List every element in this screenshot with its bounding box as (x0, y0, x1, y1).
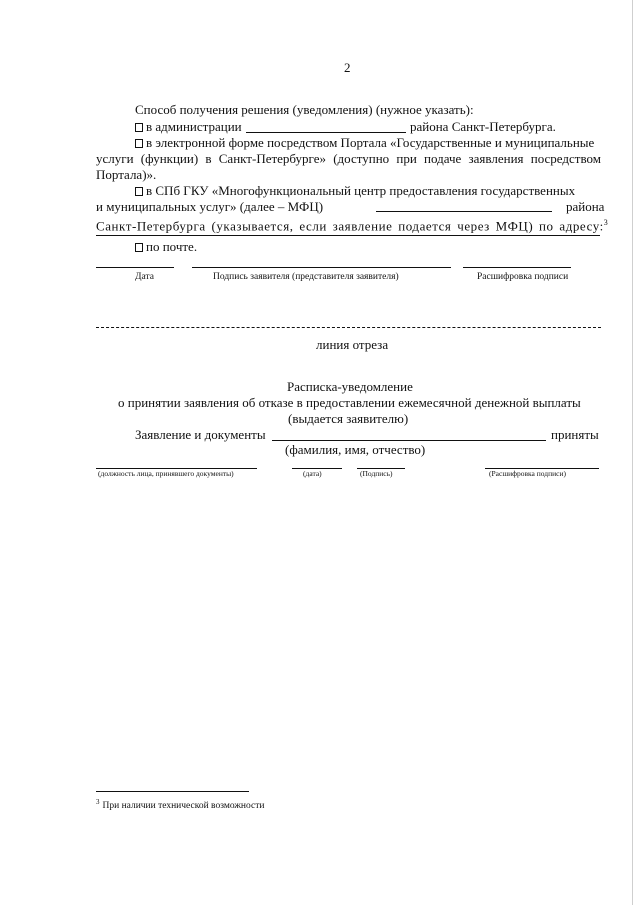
footnote (96, 796, 264, 812)
receipt-method-heading: Способ получения решения (уведомления) (нужное указать): (135, 102, 474, 117)
page-number: 2 (344, 60, 351, 75)
mfc-district-blank-line[interactable] (376, 211, 552, 212)
option-portal-line2: услуги (функции) в Санкт-Петербурге» (доступно при подаче заявления посредством (96, 151, 601, 166)
option-mfc-line3-text: Санкт-Петербурга (указывается, если заявление подается через МФЦ) по адресу: (96, 218, 604, 234)
option-administration (135, 119, 242, 135)
option-mfc-line3 (96, 215, 608, 234)
receipt-signature-caption: (Подпись) (360, 469, 393, 478)
option-mfc (135, 183, 575, 199)
checkbox-portal[interactable] (135, 139, 143, 148)
signature-label: Подпись заявителя (представителя заявителя) (213, 272, 399, 282)
receipt-title: Расписка-уведомление (287, 379, 413, 394)
receipt-subtitle: о принятии заявления об отказе в предоставлении ежемесячной денежной выплаты (118, 395, 581, 410)
docs-accepted-suffix: приняты (551, 427, 599, 442)
checkbox-mail[interactable] (135, 243, 143, 252)
option-mfc-line1: в СПб ГКУ «Многофункциональный центр предоставления государственных (146, 183, 576, 198)
footnote-separator (96, 791, 249, 792)
option-mfc-line2-suffix: района (566, 199, 605, 214)
date-label: Дата (135, 272, 154, 282)
mfc-address-blank-line[interactable] (96, 235, 600, 236)
option-mail (135, 239, 197, 255)
district-blank-line[interactable] (246, 132, 406, 133)
checkbox-mfc[interactable] (135, 187, 143, 196)
cut-line (96, 327, 601, 328)
footnote-marker: 3 (96, 798, 100, 806)
option-portal-line3: Портала)». (96, 167, 157, 182)
position-caption: (должность лица, принявшего документы) (98, 469, 234, 478)
option-administration-label: в администрации (146, 119, 242, 134)
fio-caption: (фамилия, имя, отчество) (285, 442, 426, 457)
checkbox-administration[interactable] (135, 123, 143, 132)
receipt-note: (выдается заявителю) (288, 411, 409, 426)
footnote-ref: 3 (603, 218, 608, 227)
cut-line-label: линия отреза (316, 337, 389, 352)
date-line[interactable] (96, 267, 174, 268)
decoding-label: Расшифровка подписи (477, 272, 569, 282)
option-mail-label: по почте. (146, 239, 198, 254)
option-administration-suffix: района Санкт-Петербурга. (410, 119, 556, 134)
page-edge-shadow (632, 0, 639, 905)
option-portal (135, 135, 594, 151)
signature-line[interactable] (192, 267, 451, 268)
docs-accepted-prefix: Заявление и документы (135, 427, 266, 442)
option-portal-line1: в электронной форме посредством Портала «Государственные и муниципальные (146, 135, 595, 150)
receipt-decoding-caption: (Расшифровка подписи) (489, 469, 566, 478)
receipt-date-caption: (дата) (303, 469, 322, 478)
decoding-line[interactable] (463, 267, 571, 268)
applicant-name-line[interactable] (272, 440, 546, 441)
option-mfc-line2-prefix: и муниципальных услуг» (далее – МФЦ) (96, 199, 324, 214)
footnote-text: При наличии технической возможности (102, 801, 265, 812)
